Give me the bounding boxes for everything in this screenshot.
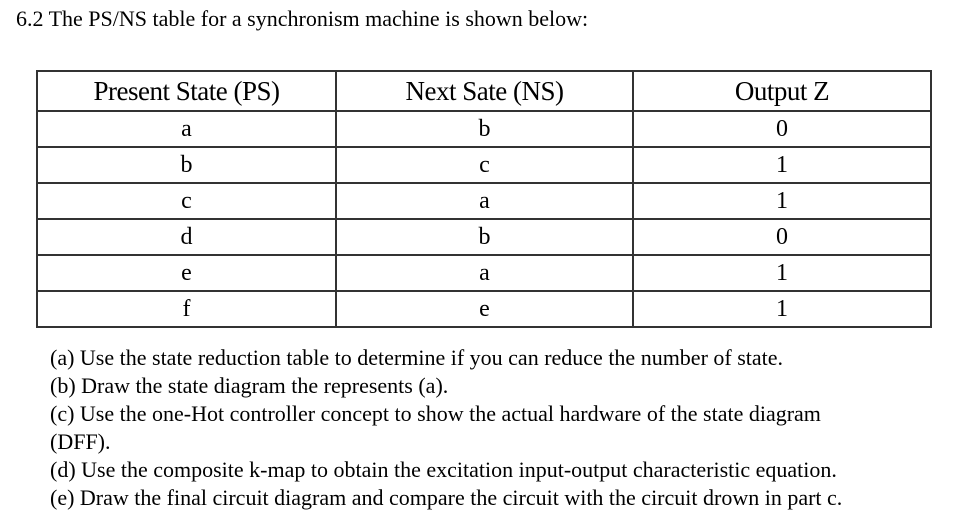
output-cell: 1 [633,255,931,291]
question-e: (e) Draw the final circuit diagram and compare the circuit with the circuit drown in part c. [50,485,843,510]
next-state-cell: b [336,111,633,147]
output-cell: 1 [633,183,931,219]
table-row [37,111,931,147]
next-state-cell: e [336,291,633,327]
question-d: (d) Use the composite k-map to obtain the excitation input-output characteristic equation. [50,457,837,482]
question-a: (a) Use the state reduction table to determine if you can reduce the number of state. [50,345,784,370]
table-row [37,219,931,255]
header-output-z: Output Z [633,71,931,111]
header-present-state: Present State (PS) [37,71,336,111]
present-state-cell: c [37,183,336,219]
next-state-cell: a [336,183,633,219]
output-cell: 0 [633,111,931,147]
question-c-continued: (DFF). [50,429,111,454]
output-cell: 1 [633,291,931,327]
next-state-cell: b [336,219,633,255]
present-state-cell: d [37,219,336,255]
table-row [37,183,931,219]
question-list [50,344,950,512]
output-cell: 1 [633,147,931,183]
present-state-cell: f [37,291,336,327]
present-state-cell: b [37,147,336,183]
next-state-cell: c [336,147,633,183]
table-row [37,255,931,291]
output-cell: 0 [633,219,931,255]
header-next-state: Next Sate (NS) [336,71,633,111]
ps-ns-table [36,70,932,328]
question-b: (b) Draw the state diagram the represents (a). [50,373,449,398]
table-row [37,147,931,183]
problem-heading: 6.2 The PS/NS table for a synchronism machine is shown below: [16,6,589,31]
present-state-cell: e [37,255,336,291]
next-state-cell: a [336,255,633,291]
table-row [37,291,931,327]
table-header-row [37,71,931,111]
question-c: (c) Use the one-Hot controller concept to show the actual hardware of the state diagram [50,401,821,426]
present-state-cell: a [37,111,336,147]
